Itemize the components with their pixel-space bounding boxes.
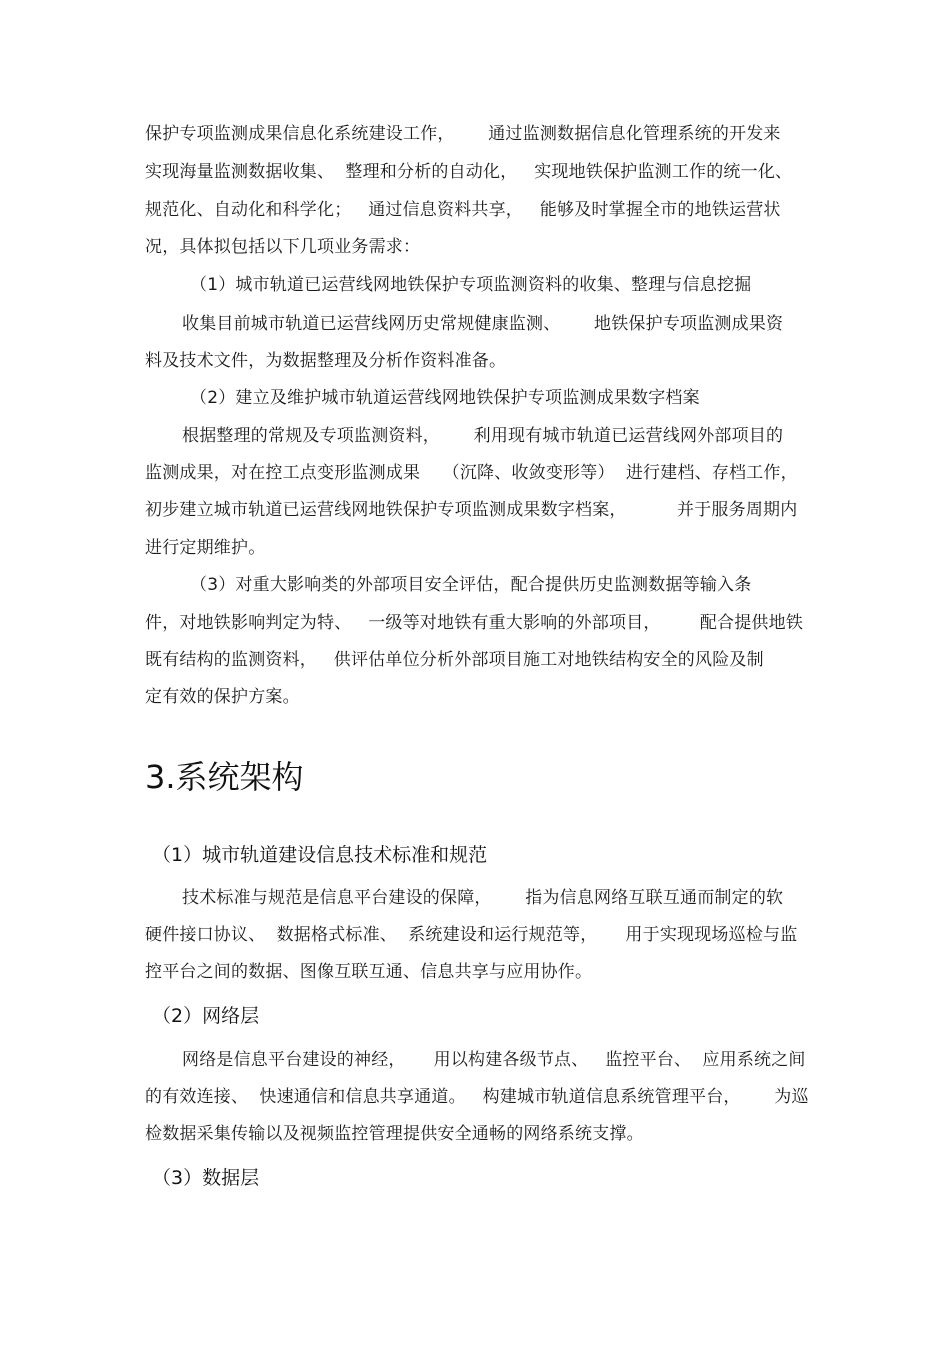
paragraph-line: 料及技术文件，为数据整理及分析作资料准备。 bbox=[145, 351, 507, 371]
paragraph-line: 实现海量监测数据收集、 整理和分析的自动化， 实现地铁保护监测工作的统一化、 bbox=[145, 162, 793, 182]
paragraph-line: 控平台之间的数据、图像互联互通、信息共享与应用协作。 bbox=[145, 962, 593, 982]
paragraph-line: 监测成果，对在控工点变形监测成果 （沉降、收敛变形等） 进行建档、存档工作， bbox=[145, 463, 798, 483]
list-item-title: （2）建立及维护城市轨道运营线网地铁保护专项监测成果数字档案 bbox=[190, 388, 700, 408]
list-item-title: （3）对重大影响类的外部项目安全评估，配合提供历史监测数据等输入条 bbox=[190, 575, 752, 595]
paragraph-line: 硬件接口协议、 数据格式标准、 系统建设和运行规范等， 用于实现现场巡检与监 bbox=[145, 925, 798, 945]
paragraph-line: 况，具体拟包括以下几项业务需求： bbox=[145, 237, 421, 257]
paragraph-line: 件，对地铁影响判定为特、 一级等对地铁有重大影响的外部项目， 配合提供地铁 bbox=[145, 613, 804, 633]
paragraph-line: 保护专项监测成果信息化系统建设工作， 通过监测数据信息化管理系统的开发来 bbox=[145, 124, 781, 144]
list-item-title: （1）城市轨道已运营线网地铁保护专项监测资料的收集、整理与信息挖掘 bbox=[190, 275, 752, 295]
paragraph-line: 技术标准与规范是信息平台建设的保障， 指为信息网络互联互通而制定的软 bbox=[182, 888, 784, 908]
paragraph-line: 进行定期维护。 bbox=[145, 538, 266, 558]
paragraph-line: 的有效连接、 快速通信和信息共享通道。 构建城市轨道信息系统管理平台， 为巡 bbox=[145, 1087, 809, 1107]
subsection-title: （2）网络层 bbox=[152, 1005, 260, 1027]
subsection-title: （3）数据层 bbox=[152, 1167, 260, 1189]
paragraph-line: 网络是信息平台建设的神经， 用以构建各级节点、 监控平台、 应用系统之间 bbox=[182, 1050, 806, 1070]
paragraph-line: 初步建立城市轨道已运营线网地铁保护专项监测成果数字档案， 并于服务周期内 bbox=[145, 500, 798, 520]
subsection-title: （1）城市轨道建设信息技术标准和规范 bbox=[152, 844, 488, 866]
paragraph-line: 定有效的保护方案。 bbox=[145, 687, 300, 707]
paragraph-line: 既有结构的监测资料， 供评估单位分析外部项目施工对地铁结构安全的风险及制 bbox=[145, 650, 764, 670]
paragraph-line: 根据整理的常规及专项监测资料， 利用现有城市轨道已运营线网外部项目的 bbox=[182, 426, 784, 446]
paragraph-line: 收集目前城市轨道已运营线网历史常规健康监测、 地铁保护专项监测成果资 bbox=[182, 314, 784, 334]
paragraph-line: 检数据采集传输以及视频监控管理提供安全通畅的网络系统支撑。 bbox=[145, 1124, 644, 1144]
section-heading: 3.系统架构 bbox=[145, 758, 304, 796]
paragraph-line: 规范化、自动化和科学化； 通过信息资料共享， 能够及时掌握全市的地铁运营状 bbox=[145, 200, 781, 220]
